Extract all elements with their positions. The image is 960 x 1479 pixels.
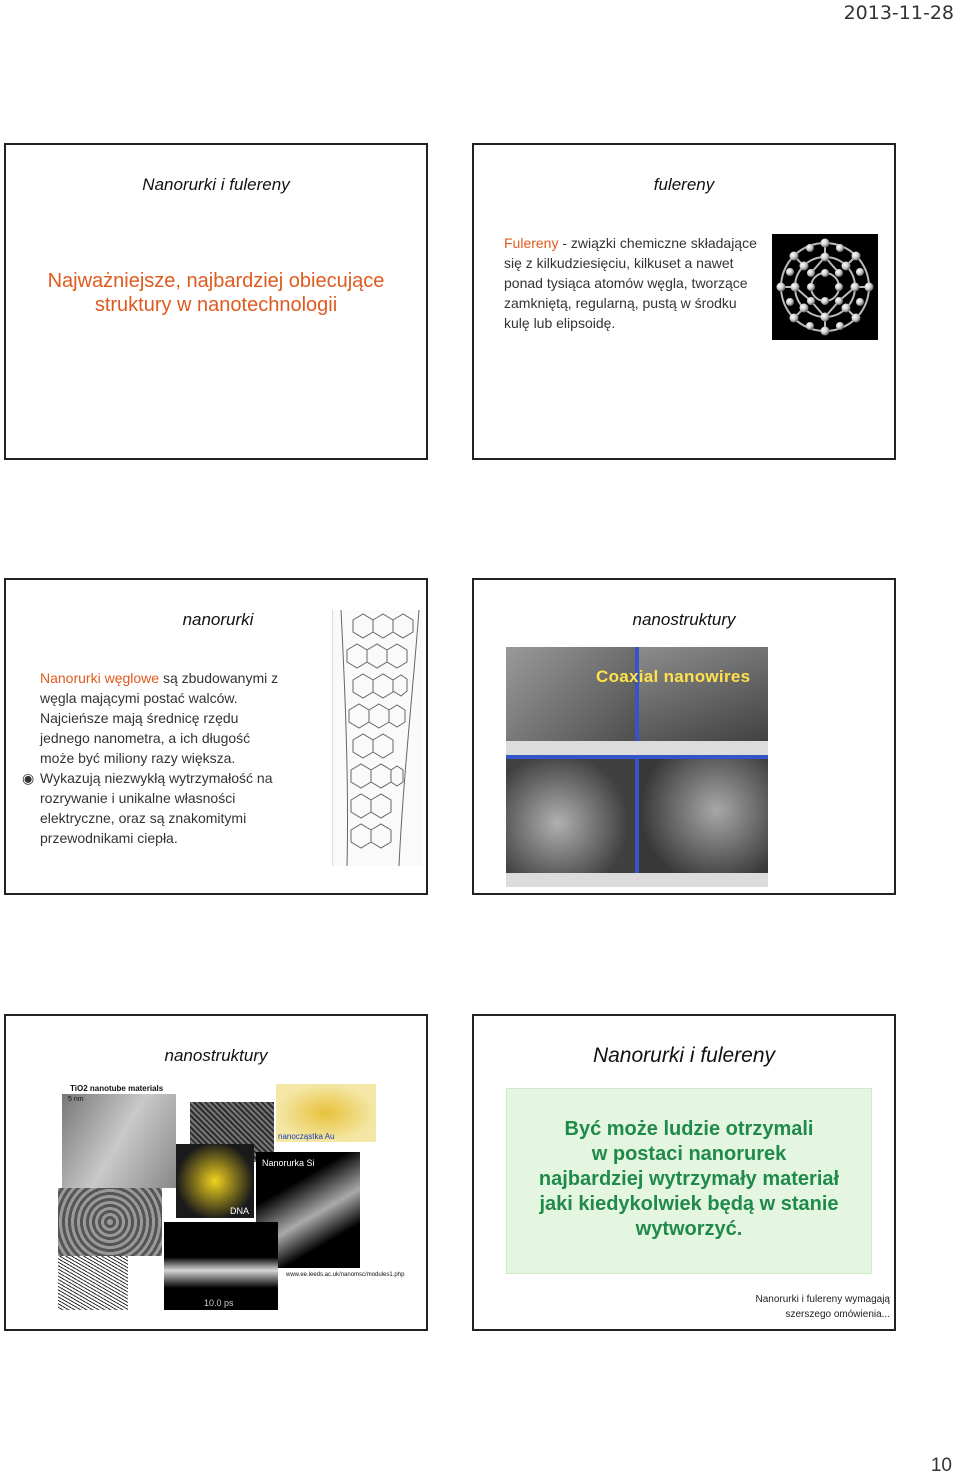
- image-caption: Coaxial nanowires: [596, 667, 751, 686]
- quote-box: [506, 1088, 872, 1274]
- footnote: [690, 1292, 890, 1322]
- text-line: są zbudowanymi z: [159, 670, 279, 686]
- text-line: kulę lub elipsoidę.: [504, 315, 616, 331]
- dna-label: DNA: [230, 1206, 250, 1216]
- text-line: Najcieńsze mają średnicę rzędu: [40, 710, 239, 726]
- slide-2: [472, 143, 896, 460]
- subtitle-line: Najważniejsze, najbardziej obiecujące: [47, 270, 385, 292]
- slide-title: Nanorurki i fulereny: [142, 175, 290, 194]
- nanostructures-collage: [54, 1082, 405, 1310]
- text-line: może być miliony razy większa.: [40, 750, 236, 766]
- fullerene-definition: [504, 233, 774, 333]
- slide-subtitle: [16, 269, 416, 317]
- tio2-image: [62, 1094, 176, 1188]
- slide-title: Nanorurki i fulereny: [592, 1044, 776, 1067]
- nanotube-array-image: [58, 1188, 162, 1256]
- slide-1: [4, 143, 428, 460]
- text-line: ponad tysiąca atomów węgla, tworzące: [504, 275, 748, 291]
- slide-3: [4, 578, 428, 895]
- text-line: jednego nanometra, a ich długość: [40, 730, 251, 746]
- header-date: 2013-11-28: [843, 2, 954, 24]
- text-line: węgla mającymi postać walców.: [40, 690, 238, 706]
- text-line: rozrywanie i unikalne własności: [40, 790, 236, 806]
- slide-4: [472, 578, 896, 895]
- time-label: 10.0 ps: [204, 1298, 234, 1308]
- slide-title: nanostruktury: [632, 610, 736, 629]
- fullerene-molecule-image: [772, 234, 878, 340]
- quote-text: [507, 1117, 871, 1242]
- text-line: - związki chemiczne składające: [558, 235, 757, 251]
- text-line: się z kilkudziesięciu, kilkuset a nawet: [504, 255, 734, 271]
- nanostructure-texture-image: [58, 1256, 128, 1310]
- text-line: Wykazują niezwykłą wytrzymałość na: [40, 770, 273, 786]
- quote-line: najbardziej wytrzymały materiał: [538, 1168, 840, 1190]
- text-line: elektryczne, oraz są znakomitymi: [40, 810, 247, 826]
- slide-title: nanostruktury: [164, 1046, 268, 1065]
- slide-title: fulereny: [653, 175, 715, 194]
- nanotube-description: [22, 668, 330, 848]
- bullet-icon: ◉: [22, 770, 35, 786]
- footnote-line: szerszego omówienia...: [785, 1309, 890, 1320]
- nanotube-simulation-image: [164, 1222, 278, 1310]
- quote-line: Być może ludzie otrzymali: [564, 1118, 814, 1140]
- slide-title: nanorurki: [182, 610, 254, 629]
- tio2-label: TiO2 nanotube materials: [70, 1084, 164, 1093]
- term-highlight: Fulereny: [504, 235, 559, 251]
- term-highlight: Nanorurki węglowe: [40, 670, 160, 686]
- slide-6: [472, 1014, 896, 1331]
- quote-line: w postaci nanorurek: [591, 1143, 787, 1165]
- page-number: 10: [930, 1455, 952, 1476]
- quote-line: wytworzyć.: [635, 1218, 743, 1240]
- slide-5: [4, 1014, 428, 1331]
- quote-line: jaki kiedykolwiek będą w stanie: [539, 1193, 839, 1215]
- scale-label: 5 nm: [68, 1096, 84, 1103]
- text-line: zamkniętą, regularną, pustą w środku: [504, 295, 737, 311]
- subtitle-line: struktury w nanotechnologii: [94, 294, 338, 316]
- au-label: nanocząstka Au: [278, 1132, 335, 1141]
- si-label: Nanorurka Si: [262, 1158, 315, 1168]
- coaxial-nanowires-image: [506, 647, 768, 887]
- nanotube-image: [332, 610, 423, 866]
- source-url: www.ee.leeds.ac.uk/nanomsc/modules1.php: [286, 1272, 405, 1278]
- footnote-line: Nanorurki i fulereny wymagają: [755, 1294, 890, 1305]
- text-line: przewodnikami ciepła.: [40, 830, 178, 846]
